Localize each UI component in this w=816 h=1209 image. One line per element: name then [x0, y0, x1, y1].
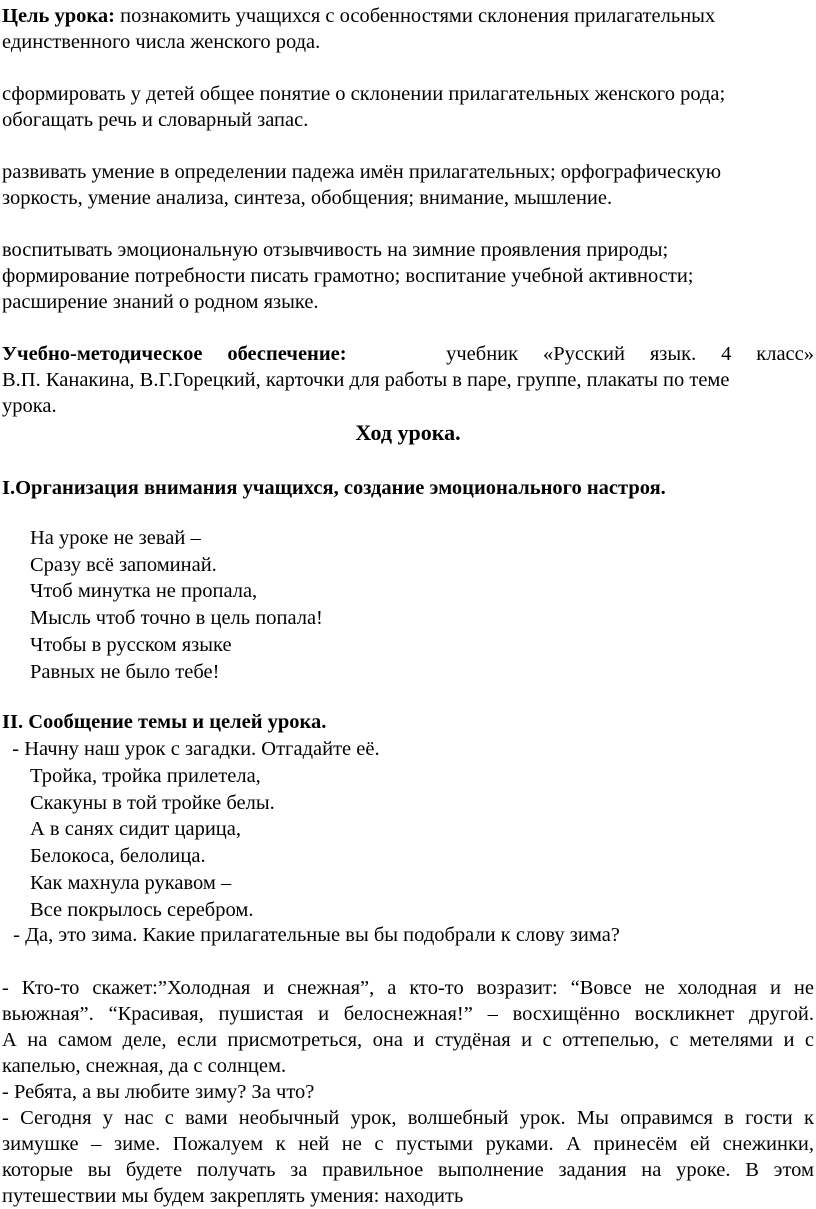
lesson-goal-label: Цель урока:: [2, 5, 115, 27]
goal-educate-line1: воспитывать эмоциональную отзывчивость на зимние проявления природы;: [2, 239, 669, 261]
riddle-line: Белокоса, белолица.: [30, 845, 206, 868]
section2-question: - Да, это зима. Какие прилагательные вы бы подобрали к слову зима?: [8, 924, 620, 946]
section2-paragraph2: [2, 1105, 814, 1209]
goal-develop-line2: зоркость, умение анализа, синтеза, обобщения; внимание, мышление.: [2, 187, 613, 209]
paragraph-line: зимушке – зиме. Пожалуем к ней не с пустыми руками. А принесём ей снежинки,: [2, 1133, 814, 1155]
equipment-line3: урока.: [2, 395, 57, 417]
paragraph-line: капелью, снежная, да с солнцем.: [2, 1055, 287, 1077]
section2-paragraph1: [2, 975, 814, 1079]
paragraph-line: - Кто-то скажет:”Холодная и снежная”, а кто-то возразит: “Вовсе не холодная и не: [2, 977, 814, 999]
lesson-title: Ход урока.: [355, 420, 461, 445]
goal-form-line2: обогащать речь и словарный запас.: [2, 109, 309, 131]
goal-educate-paragraph: [2, 237, 814, 315]
poem-line: Равных не было тебе!: [30, 660, 220, 683]
lesson-goal-text-line2: единственного числа женского рода.: [2, 31, 321, 53]
section1-heading: I.Организация внимания учащихся, создание эмоционального настроя.: [2, 477, 666, 499]
poem-line: Чтобы в русском языке: [30, 633, 232, 656]
riddle-line: Как махнула рукавом –: [30, 871, 232, 894]
riddle-line: Тройка, тройка прилетела,: [30, 765, 261, 787]
paragraph-line: путешествии мы будем закреплять умения: находить: [2, 1185, 464, 1207]
section2-intro: - Начну наш урок с загадки. Отгадайте её.: [2, 738, 380, 760]
riddle-line: Все покрылось серебром.: [30, 898, 254, 921]
goal-form-line1: сформировать у детей общее понятие о склонении прилагательных женского рода;: [2, 83, 726, 105]
equipment-line2: В.П. Канакина, В.Г.Горецкий, карточки для работы в паре, группе, плакаты по теме: [2, 369, 730, 391]
equipment-paragraph: [2, 341, 814, 419]
section2-riddle: [30, 763, 275, 923]
riddle-line: Скакуны в той тройке белы.: [30, 791, 275, 814]
lesson-goal-text: познакомить учащихся с особенностями склонения прилагательных: [115, 5, 716, 27]
paragraph-line: вьюжная”. “Красивая, пушистая и белоснежная!” – восхищённо воскликнет другой.: [2, 1003, 814, 1025]
poem-line: Чтоб минутка не пропала,: [30, 580, 258, 603]
goal-develop-paragraph: [2, 159, 814, 211]
section2-heading: II. Сообщение темы и целей урока.: [2, 711, 327, 733]
paragraph-line: А на самом деле, если присмотреться, она и студёная и с оттепелью, с метелями и с: [2, 1029, 814, 1051]
paragraph-line: - Сегодня у нас с вами необычный урок, волшебный урок. Мы оправимся в гости к: [2, 1107, 814, 1129]
paragraph-line: которые вы будете получать за правильное выполнение задания на уроке. В этом: [2, 1159, 814, 1181]
poem-line: На уроке не зевай –: [30, 527, 201, 549]
goal-develop-line1: развивать умение в определении падежа имён прилагательных; орфографическую: [2, 161, 722, 183]
riddle-line: А в санях сидит царица,: [30, 818, 241, 841]
poem-line: Сразу всё запоминай.: [30, 553, 217, 576]
section1-poem: [30, 525, 323, 685]
equipment-label: Учебно-методическое обеспечение:: [2, 343, 347, 365]
lesson-goal-paragraph: [2, 3, 814, 55]
poem-line: Мысль чтоб точно в цель попала!: [30, 607, 323, 630]
goal-educate-line2: формирование потребности писать грамотно; воспитание учебной активности;: [2, 265, 694, 287]
goal-educate-line3: расширение знаний о родном языке.: [2, 291, 319, 313]
goal-form-paragraph: [2, 81, 814, 133]
equipment-text: учебник «Русский язык. 4 класс»: [446, 343, 814, 365]
section2-love-question: - Ребята, а вы любите зиму? За что?: [2, 1081, 315, 1103]
